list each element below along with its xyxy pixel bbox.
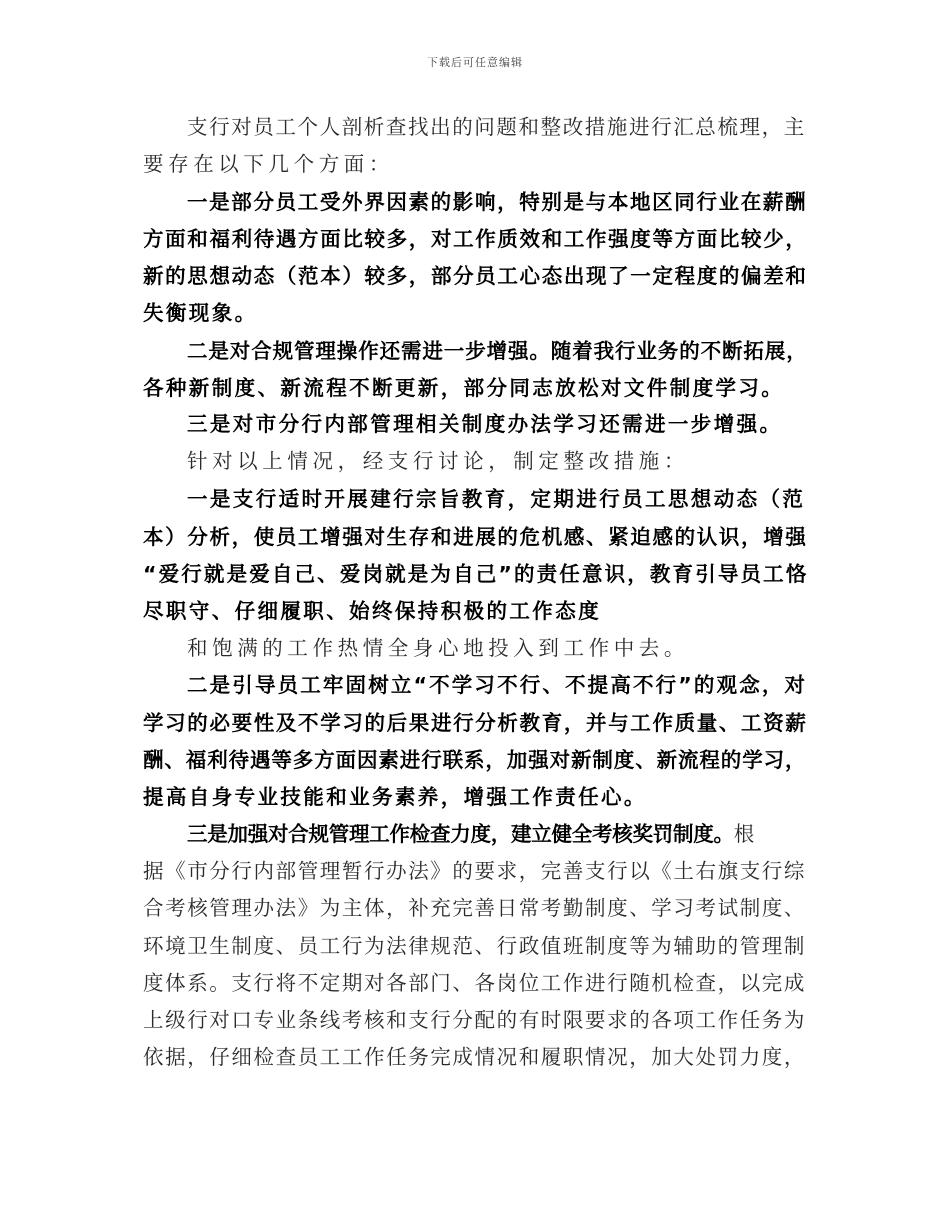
paragraph-line: 各种新制度、新流程不断更新，部分同志放松对文件制度学习。 <box>143 376 785 400</box>
paragraph-line: 要存在以下几个方面： <box>143 152 394 176</box>
paragraph-line: 学习的必要性及不学习的后果进行分析教育，并与工作质量、工资薪 <box>143 711 808 735</box>
regular-tail: 根 <box>733 822 754 846</box>
paragraph-line: 依据，仔细检查员工工作任务完成情况和履职情况，加大处罚力度， <box>143 1045 806 1069</box>
paragraph-line: 新的思想动态（范本）较多，部分员工心态出现了一定程度的偏差和 <box>143 264 808 288</box>
paragraph-line: 失衡现象。 <box>143 301 258 325</box>
paragraph-line: 和饱满的工作热情全身心地投入到工作中去。 <box>187 636 689 660</box>
paragraph-line: 本）分析，使员工增强对生存和进展的危机感、紧迫感的认识，增强 <box>143 525 808 549</box>
paragraph-line: 度体系。支行将不定期对各部门、各岗位工作进行随机检查，以完成 <box>143 971 806 995</box>
paragraph-line: 针对以上情况，经支行讨论，制定整改措施： <box>187 449 689 473</box>
paragraph-line-mixed <box>187 820 754 848</box>
paragraph-line: “爱行就是爱自己、爱岗就是为自己”的责任意识，教育引导员工恪 <box>143 562 809 586</box>
paragraph-line: 尽职守、仔细履职、始终保持积极的工作态度 <box>143 599 601 623</box>
paragraph-line: 一是支行适时开展建行宗旨教育，定期进行员工思想动态（范 <box>187 487 806 511</box>
paragraph-line: 二是对合规管理操作还需进一步增强。随着我行业务的不断拓展， <box>187 339 808 363</box>
bold-lead: 三是加强对合规管理工作检查力度，建立健全考核奖罚制度。 <box>187 822 734 846</box>
paragraph-line: 环境卫生制度、员工行为法律规范、行政值班制度等为辅助的管理制 <box>143 934 806 958</box>
paragraph-line: 二是引导员工牢固树立“不学习不行、不提高不行”的观念，对 <box>187 673 808 697</box>
paragraph-line: 上级行对口专业条线考核和支行分配的有时限要求的各项工作任务为 <box>143 1008 806 1032</box>
paragraph-line: 支行对员工个人剖析查找出的问题和整改措施进行汇总梳理，主 <box>187 115 806 139</box>
paragraph-line: 一是部分员工受外界因素的影响，特别是与本地区同行业在薪酬 <box>187 190 808 214</box>
paragraph-line: 提高自身专业技能和业务素养，增强工作责任心。 <box>143 785 647 809</box>
paragraph-line: 据《市分行内部管理暂行办法》的要求，完善支行以《土右旗支行综 <box>143 859 806 883</box>
page-header: 下载后可任意编辑 <box>427 56 523 69</box>
paragraph-line: 方面和福利待遇方面比较多，对工作质效和工作强度等方面比较少， <box>143 227 808 251</box>
paragraph-line: 三是对市分行内部管理相关制度办法学习还需进一步增强。 <box>187 412 783 436</box>
paragraph-line: 酬、福利待遇等多方面因素进行联系，加强对新制度、新流程的学习， <box>143 748 807 772</box>
paragraph-line: 合考核管理办法》为主体，补充完善日常考勤制度、学习考试制度、 <box>143 896 806 920</box>
